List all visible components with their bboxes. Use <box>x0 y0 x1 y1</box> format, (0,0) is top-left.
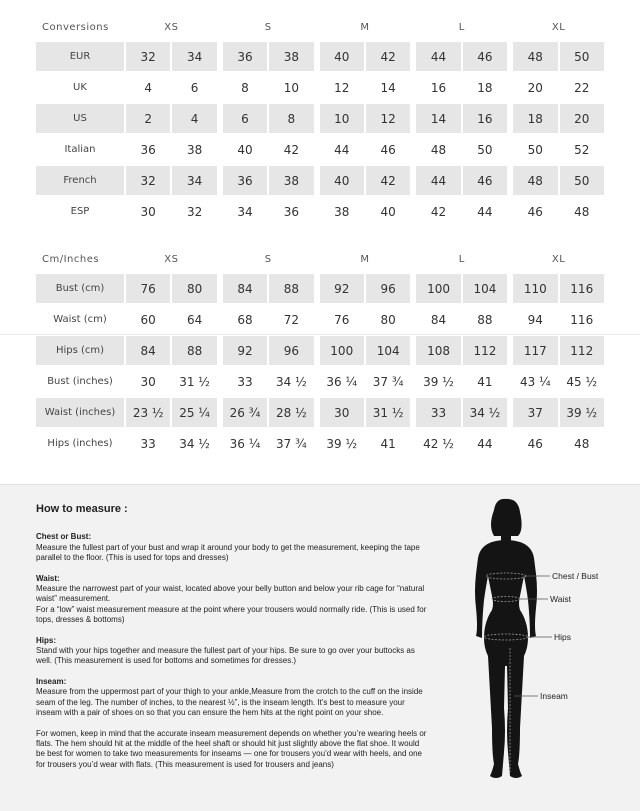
table-cell: 20 <box>527 80 543 95</box>
table-cell: 18 <box>513 104 557 133</box>
bust-label: Chest / Bust <box>552 571 599 581</box>
column-gap <box>219 429 221 458</box>
column-gap <box>509 73 511 102</box>
column-gap <box>219 42 221 71</box>
size-header-xs: XS <box>164 21 179 33</box>
column-gap <box>509 274 511 303</box>
column-gap <box>412 135 414 164</box>
column-gap <box>219 398 221 427</box>
table-cell: 36 <box>140 142 156 157</box>
table-cell: 48 <box>513 42 557 71</box>
table-cell: 116 <box>570 312 594 327</box>
column-gap <box>316 398 318 427</box>
measure-section <box>36 636 428 667</box>
table-cell: 12 <box>334 80 350 95</box>
table-cell: 48 <box>513 166 557 195</box>
table-cell: 112 <box>463 336 507 365</box>
column-gap <box>509 42 511 71</box>
table-cell: 104 <box>463 274 507 303</box>
measure-instructions: For a “low” waist measurement measure at the point where your trousers would normally ride. (This is used for tops, dresses & bottoms) <box>36 604 427 625</box>
table-row <box>36 274 604 303</box>
column-gap <box>412 104 414 133</box>
table-cell: 36 <box>223 42 267 71</box>
column-gap <box>509 166 511 195</box>
table-cell: 84 <box>223 274 267 303</box>
table-cell: 46 <box>527 204 543 219</box>
column-gap <box>316 336 318 365</box>
measure-instructions: For women, keep in mind that the accurate inseam measurement depends on whether you’re wearing heels or flats. The hem should hit at the middle of the heel shaft or should hit just slightly above the flat shoe. It would be best for women to take two measurements for inseams — one for trousers you’d wear with heels, and one for trousers you’d wear with flats. (This measurement is used for trousers and jeans) <box>36 728 427 769</box>
row-label: UK <box>73 82 87 93</box>
table-cell: 50 <box>560 166 604 195</box>
table-cell: 50 <box>477 142 493 157</box>
table-cell: 76 <box>334 312 350 327</box>
table-cell: 14 <box>416 104 460 133</box>
table-cell: 36 <box>223 166 267 195</box>
column-gap <box>219 336 221 365</box>
table-cell: 38 <box>334 204 350 219</box>
table-cell: 36 ¼ <box>229 436 261 451</box>
measure-section <box>36 574 428 626</box>
table-cell: 38 <box>269 42 313 71</box>
table-cell: 34 <box>237 204 253 219</box>
column-gap <box>509 336 511 365</box>
table-cell: 2 <box>126 104 170 133</box>
table-cell: 4 <box>172 104 216 133</box>
size-header-l: L <box>458 21 465 33</box>
row-label: US <box>36 104 124 133</box>
table-cell: 41 <box>380 436 396 451</box>
hips-label: Hips <box>554 632 572 642</box>
table-cell: 34 <box>172 42 216 71</box>
table-row <box>36 197 604 226</box>
table-row <box>36 42 604 71</box>
header-row <box>36 246 604 272</box>
column-gap <box>316 305 318 334</box>
table-cell: 44 <box>477 204 493 219</box>
size-header-l: L <box>458 253 465 265</box>
table-cell: 12 <box>366 104 410 133</box>
table-cell: 31 ½ <box>179 374 210 389</box>
column-gap <box>316 429 318 458</box>
measure-instructions: Stand with your hips together and measure the fullest part of your hips. Be sure to go over your buttocks as well. (This measurement is used for bottoms and sometimes for dresses.) <box>36 646 415 666</box>
table-cell: 44 <box>334 142 350 157</box>
table-cell: 26 ¾ <box>223 398 267 427</box>
column-gap <box>412 166 414 195</box>
row-label: Waist (inches) <box>36 398 124 427</box>
table-cell: 6 <box>223 104 267 133</box>
table-cell: 48 <box>574 436 590 451</box>
table-cell: 44 <box>416 166 460 195</box>
column-gap <box>509 14 511 40</box>
table-cell: 6 <box>190 80 199 95</box>
column-gap <box>316 42 318 71</box>
table-cell: 72 <box>283 312 299 327</box>
column-gap <box>509 367 511 396</box>
table-cell: 60 <box>140 312 156 327</box>
table-row <box>36 398 604 427</box>
column-gap <box>412 336 414 365</box>
row-label: Bust (cm) <box>36 274 124 303</box>
table-cell: 33 <box>237 374 253 389</box>
table-cell: 34 <box>172 166 216 195</box>
table-cell: 10 <box>283 80 299 95</box>
column-gap <box>412 73 414 102</box>
column-gap <box>316 104 318 133</box>
measure-instructions: Measure the fullest part of your bust and wrap it around your body to get the measurement, keeping the tape parallel to the floor. (This is used for tops and dresses) <box>36 542 420 563</box>
table-cell: 39 ½ <box>560 398 604 427</box>
row-label: ESP <box>70 206 90 217</box>
table-cell: 39 ½ <box>423 374 454 389</box>
table-cell: 94 <box>527 312 543 327</box>
table-caption: Conversions <box>42 21 109 33</box>
table-cell: 14 <box>380 80 396 95</box>
how-to-title: How to measure : <box>36 503 128 515</box>
table-cell: 44 <box>416 42 460 71</box>
size-header-m: M <box>360 253 370 265</box>
table-cell: 100 <box>416 274 460 303</box>
table-row <box>36 135 604 164</box>
table-cell: 46 <box>527 436 543 451</box>
measure-instructions: Measure the narrowest part of your waist, located above your belly button and below your rib cage for “natural waist” measurement. <box>36 584 425 604</box>
table-cell: 88 <box>269 274 313 303</box>
measure-section <box>36 677 428 770</box>
table-cell: 18 <box>477 80 493 95</box>
table-cell: 50 <box>527 142 543 157</box>
table-cell: 108 <box>416 336 460 365</box>
column-gap <box>509 398 511 427</box>
table-cell: 46 <box>380 142 396 157</box>
measure-instructions: Measure from the uppermost part of your thigh to your ankle,Measure from the crotch to the cuff on the inside seam of the leg. The number of inches, to the nearest ½”, is the inseam length. It’s best to measure your inseam with a pair of shoes on so that you can ensure the hem hits at the right point on your shoe. <box>36 687 423 718</box>
measure-heading: Inseam: <box>36 676 67 686</box>
how-to-measure-text <box>36 504 428 780</box>
table-cell: 33 <box>140 436 156 451</box>
table-cell: 52 <box>574 142 590 157</box>
column-gap <box>509 246 511 272</box>
table-cell: 16 <box>463 104 507 133</box>
table-cell: 40 <box>320 42 364 71</box>
column-gap <box>219 104 221 133</box>
table-cell: 38 <box>269 166 313 195</box>
column-gap <box>509 429 511 458</box>
table-row <box>36 367 604 396</box>
column-gap <box>316 367 318 396</box>
table-cell: 30 <box>140 204 156 219</box>
size-header-s: S <box>264 253 272 265</box>
column-gap <box>219 166 221 195</box>
table-cell: 42 <box>430 204 447 219</box>
column-gap <box>316 14 318 40</box>
column-gap <box>412 197 414 226</box>
column-gap <box>412 42 414 71</box>
column-gap <box>219 367 221 396</box>
table-cell: 44 <box>477 436 493 451</box>
column-gap <box>219 14 221 40</box>
divider-line <box>0 334 640 335</box>
table-cell: 8 <box>241 80 249 95</box>
table-cell: 25 ¼ <box>172 398 216 427</box>
inseam-label: Inseam <box>540 691 568 701</box>
table-caption: Cm/Inches <box>42 253 100 265</box>
row-label: EUR <box>36 42 124 71</box>
column-gap <box>412 305 414 334</box>
table-cell: 32 <box>186 204 203 219</box>
table-cell: 80 <box>172 274 216 303</box>
column-gap <box>412 367 414 396</box>
column-gap <box>412 429 414 458</box>
table-cell: 96 <box>269 336 313 365</box>
table-cell: 37 ¾ <box>372 374 404 389</box>
column-gap <box>316 274 318 303</box>
table-cell: 42 ½ <box>423 436 454 451</box>
column-gap <box>412 14 414 40</box>
table-cell: 30 <box>320 398 364 427</box>
waist-label: Waist <box>550 594 571 604</box>
silhouette-illustration <box>440 496 640 796</box>
measure-heading: Hips: <box>36 635 56 645</box>
table-cell: 16 <box>430 80 447 95</box>
table-cell: 92 <box>320 274 364 303</box>
table-cell: 76 <box>126 274 170 303</box>
table-cell: 42 <box>366 42 410 71</box>
row-label: Bust (inches) <box>47 376 113 387</box>
table-cell: 39 ½ <box>326 436 358 451</box>
table-cell: 23 ½ <box>126 398 170 427</box>
column-gap <box>509 197 511 226</box>
table-cell: 96 <box>366 274 410 303</box>
table-cell: 20 <box>560 104 604 133</box>
table-cell: 8 <box>269 104 313 133</box>
size-header-xs: XS <box>164 253 179 265</box>
table-cell: 92 <box>223 336 267 365</box>
table-cell: 37 <box>513 398 557 427</box>
measure-section <box>36 532 428 563</box>
table-cell: 41 <box>477 374 493 389</box>
column-gap <box>316 197 318 226</box>
header-row <box>36 14 604 40</box>
size-header-xl: XL <box>551 21 566 33</box>
table-cell: 22 <box>574 80 590 95</box>
row-label: Italian <box>64 144 96 155</box>
table-cell: 4 <box>144 80 153 95</box>
conversions-table <box>34 12 606 228</box>
table-cell: 31 ½ <box>366 398 410 427</box>
row-label: Waist (cm) <box>53 314 107 325</box>
table-row <box>36 104 604 133</box>
measure-heading: Waist: <box>36 573 60 583</box>
table-cell: 34 ½ <box>276 374 307 389</box>
table-cell: 30 <box>140 374 156 389</box>
column-gap <box>412 398 414 427</box>
table-row <box>36 305 604 334</box>
table-cell: 42 <box>366 166 410 195</box>
table-cell: 110 <box>513 274 557 303</box>
column-gap <box>509 104 511 133</box>
table-cell: 32 <box>126 166 170 195</box>
table-row <box>36 429 604 458</box>
table-cell: 64 <box>186 312 203 327</box>
woman-silhouette <box>475 499 537 778</box>
table-cell: 37 ¾ <box>276 436 307 451</box>
row-label: French <box>36 166 124 195</box>
table-cell: 48 <box>574 204 590 219</box>
table-row <box>36 336 604 365</box>
table-cell: 46 <box>463 42 507 71</box>
table-cell: 36 <box>283 204 299 219</box>
table-row <box>36 166 604 195</box>
row-label: Hips (cm) <box>36 336 124 365</box>
table-cell: 112 <box>560 336 604 365</box>
body-figure <box>440 496 640 796</box>
size-header-m: M <box>360 21 370 33</box>
table-cell: 40 <box>320 166 364 195</box>
column-gap <box>412 246 414 272</box>
table-cell: 34 ½ <box>463 398 507 427</box>
column-gap <box>316 135 318 164</box>
column-gap <box>219 135 221 164</box>
table-cell: 43 ¼ <box>519 374 551 389</box>
column-gap <box>509 135 511 164</box>
table-cell: 50 <box>560 42 604 71</box>
column-gap <box>219 197 221 226</box>
table-cell: 38 <box>186 142 203 157</box>
table-cell: 28 ½ <box>269 398 313 427</box>
table-cell: 32 <box>126 42 170 71</box>
table-cell: 45 ½ <box>566 374 598 389</box>
table-cell: 84 <box>126 336 170 365</box>
column-gap <box>509 305 511 334</box>
table-row <box>36 73 604 102</box>
row-label: Hips (inches) <box>47 438 113 449</box>
table-cell: 100 <box>320 336 364 365</box>
column-gap <box>219 73 221 102</box>
table-cell: 104 <box>366 336 410 365</box>
table-cell: 42 <box>283 142 299 157</box>
column-gap <box>316 166 318 195</box>
column-gap <box>219 274 221 303</box>
table-cell: 34 ½ <box>179 436 210 451</box>
table-cell: 80 <box>380 312 396 327</box>
table-cell: 36 ¼ <box>326 374 358 389</box>
table-cell: 68 <box>237 312 253 327</box>
table-cell: 40 <box>380 204 396 219</box>
table-cell: 116 <box>560 274 604 303</box>
column-gap <box>316 246 318 272</box>
measure-heading: Chest or Bust: <box>36 532 92 542</box>
size-header-xl: XL <box>551 253 566 265</box>
column-gap <box>219 305 221 334</box>
table-cell: 88 <box>477 312 493 327</box>
column-gap <box>412 274 414 303</box>
table-cell: 88 <box>172 336 216 365</box>
table-cell: 48 <box>430 142 447 157</box>
table-cell: 40 <box>237 142 253 157</box>
size-header-s: S <box>264 21 272 33</box>
table-cell: 10 <box>320 104 364 133</box>
table-cell: 33 <box>416 398 460 427</box>
column-gap <box>316 73 318 102</box>
table-cell: 46 <box>463 166 507 195</box>
column-gap <box>219 246 221 272</box>
measurements-table <box>34 244 606 460</box>
table-cell: 117 <box>513 336 557 365</box>
table-cell: 84 <box>430 312 447 327</box>
